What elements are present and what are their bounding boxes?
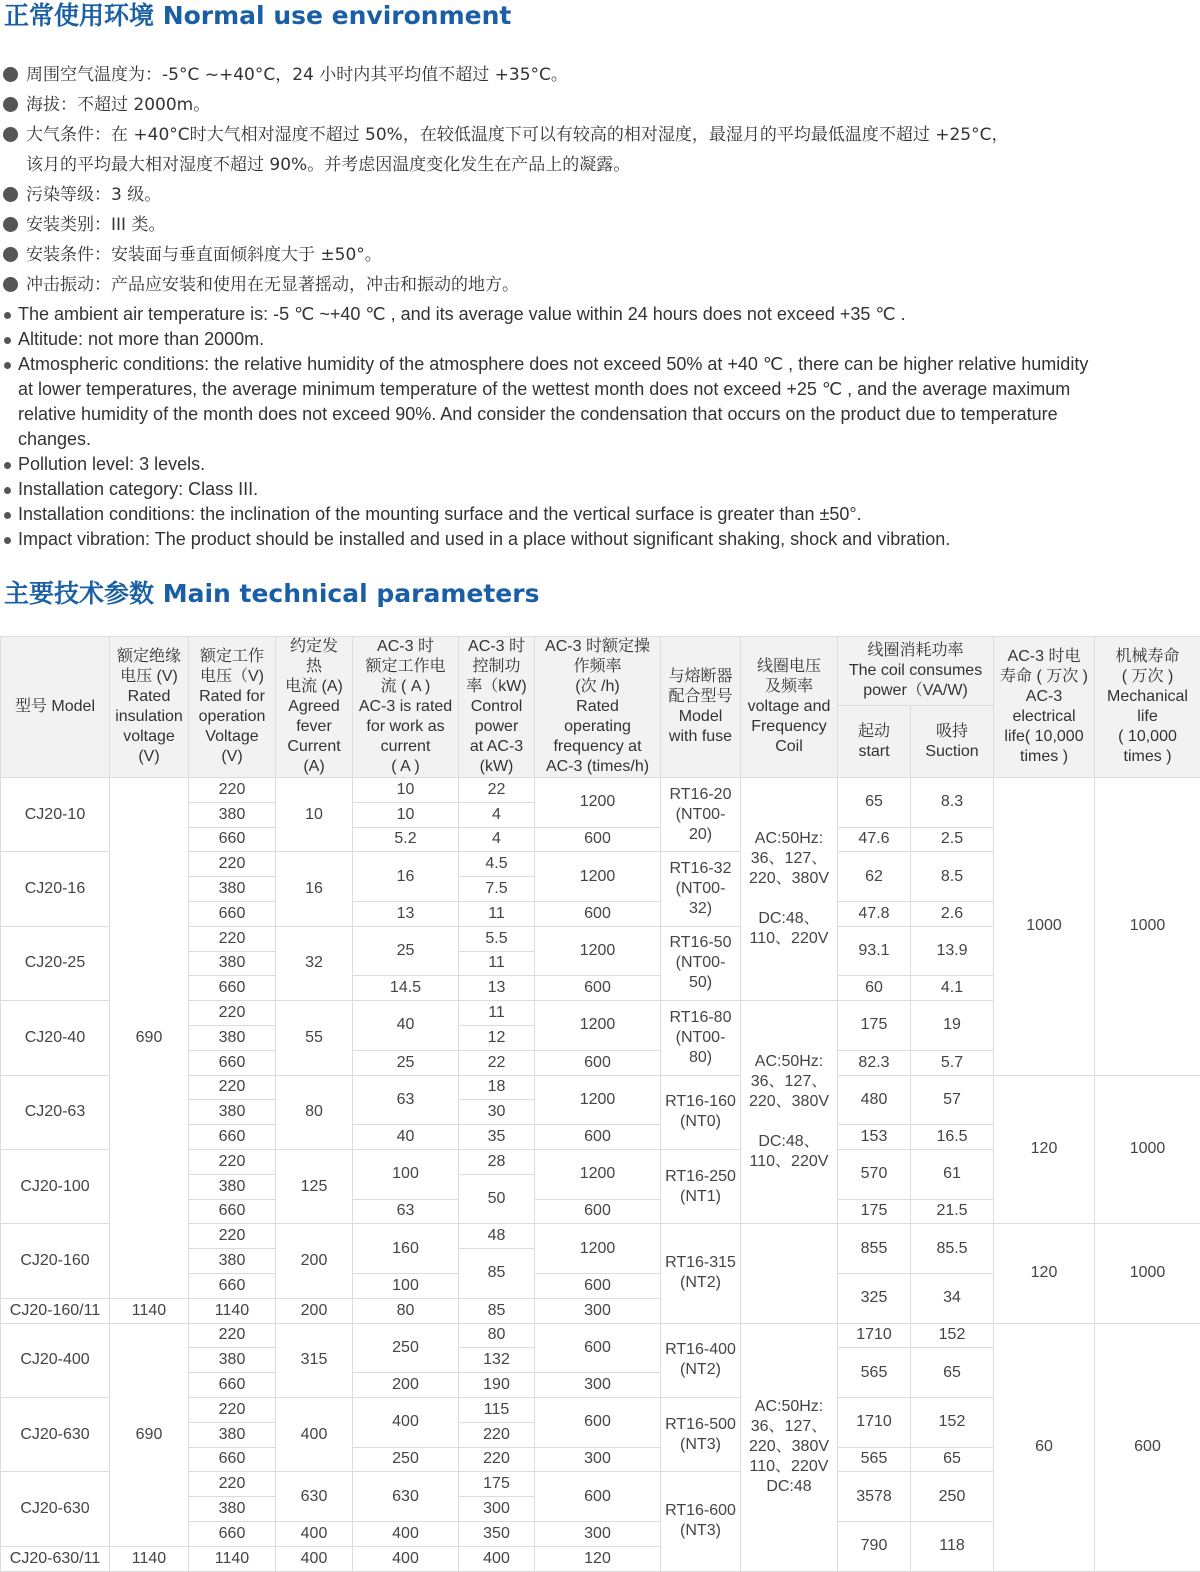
cell-heating: 315	[276, 1323, 353, 1397]
cell-suction: 2.5	[911, 827, 994, 852]
cell-ac3-power: 28	[459, 1149, 535, 1174]
cell-fuse: RT16-50 (NT00- 50)	[661, 926, 741, 1000]
cell-suction: 21.5	[911, 1199, 994, 1224]
cell-ac3-power: 85	[459, 1298, 535, 1323]
cell-coil-voltage-empty	[741, 1224, 838, 1323]
list-item: Altitude: not more than 2000m.	[0, 327, 1198, 352]
cell-insulation: 1140	[110, 1298, 189, 1323]
bullet-icon	[3, 247, 18, 262]
environment-list-english	[0, 302, 1198, 552]
cell-operation: 660	[189, 1521, 276, 1546]
bullet-icon	[4, 337, 11, 344]
list-item: Atmospheric conditions: the relative humidity of the atmosphere does not exceed 50% at +40 ℃ , there can be higher relative humidity at lower temperatures, the average minimum temperature of the wettest month does not exceed +25 ℃ , and the average maximum relative humidity of the month does not exceed 90%. And consider the condensation that occurs on the product due to temperature changes.	[0, 352, 1198, 452]
cell-ac3-power: 12	[459, 1025, 535, 1050]
cell-heating: 400	[276, 1521, 353, 1546]
cell-ac3-current: 63	[353, 1199, 459, 1224]
cell-suction: 250	[911, 1472, 994, 1522]
list-item: 污染等级：3 级。	[0, 180, 1196, 210]
cell-start: 153	[838, 1125, 911, 1150]
cell-ac3-frequency: 1200	[535, 1149, 661, 1199]
list-item: The ambient air temperature is: -5 ℃ ~+40 ℃ , and its average value within 24 hours does not exceed +35 ℃ .	[0, 302, 1198, 327]
cell-heating: 125	[276, 1149, 353, 1223]
cell-ac3-power: 11	[459, 1001, 535, 1026]
cell-ac3-frequency: 1200	[535, 1224, 661, 1274]
cell-ac3-current: 100	[353, 1149, 459, 1199]
cell-ac3-frequency: 600	[535, 901, 661, 926]
cell-operation: 380	[189, 802, 276, 827]
cell-ac3-power: 22	[459, 778, 535, 803]
cell-ac3-power: 400	[459, 1546, 535, 1571]
cell-start: 175	[838, 1001, 911, 1051]
cell-start: 60	[838, 976, 911, 1001]
cell-model: CJ20-100	[1, 1149, 110, 1223]
cell-suction: 8.3	[911, 778, 994, 828]
cell-electrical-life: 120	[994, 1075, 1095, 1224]
bullet-icon	[4, 362, 11, 369]
cell-ac3-frequency: 300	[535, 1373, 661, 1398]
cell-operation: 220	[189, 1224, 276, 1249]
cell-fuse: RT16-80 (NT00- 80)	[661, 1001, 741, 1075]
cell-heating: 55	[276, 1001, 353, 1075]
cell-ac3-power: 48	[459, 1224, 535, 1249]
cell-start: 65	[838, 778, 911, 828]
cell-heating: 200	[276, 1224, 353, 1298]
cell-ac3-frequency: 1200	[535, 778, 661, 828]
cell-suction: 65	[911, 1348, 994, 1398]
cell-operation: 380	[189, 1422, 276, 1447]
cell-ac3-power: 4	[459, 827, 535, 852]
cell-start: 570	[838, 1149, 911, 1199]
cell-mechanical-life: 1000	[1095, 1224, 1200, 1323]
cell-ac3-frequency: 600	[535, 976, 661, 1001]
cell-ac3-current: 250	[353, 1323, 459, 1373]
cell-operation: 220	[189, 1075, 276, 1100]
cell-ac3-power: 350	[459, 1521, 535, 1546]
cell-ac3-power: 11	[459, 951, 535, 976]
cell-start: 82.3	[838, 1050, 911, 1075]
header-operation-voltage: 额定工作 电压（V) Rated for operation Voltage (V)	[189, 637, 276, 778]
cell-ac3-frequency: 1200	[535, 1075, 661, 1125]
cell-ac3-power: 13	[459, 976, 535, 1001]
bullet-icon	[4, 512, 11, 519]
cell-suction: 85.5	[911, 1224, 994, 1274]
cell-ac3-frequency: 1200	[535, 926, 661, 976]
cell-ac3-frequency: 600	[535, 1125, 661, 1150]
cell-ac3-power: 85	[459, 1249, 535, 1299]
cell-ac3-power: 220	[459, 1447, 535, 1472]
cell-mechanical-life: 1000	[1095, 778, 1200, 1076]
cell-insulation: 1140	[110, 1546, 189, 1571]
cell-operation: 660	[189, 1447, 276, 1472]
cell-ac3-current: 100	[353, 1273, 459, 1298]
cell-model: CJ20-630	[1, 1397, 110, 1471]
cell-operation: 380	[189, 1497, 276, 1522]
cell-operation: 380	[189, 1025, 276, 1050]
cell-model: CJ20-160	[1, 1224, 110, 1298]
cell-ac3-frequency: 600	[535, 1397, 661, 1447]
cell-start: 1710	[838, 1397, 911, 1447]
cell-fuse: RT16-160 (NT0)	[661, 1075, 741, 1149]
cell-heating: 400	[276, 1397, 353, 1471]
cell-heating: 400	[276, 1546, 353, 1571]
bullet-icon	[4, 312, 11, 319]
cell-fuse: RT16-250 (NT1)	[661, 1149, 741, 1223]
cell-fuse: RT16-600 (NT3)	[661, 1472, 741, 1571]
bullet-icon	[3, 67, 18, 82]
header-suction: 吸持 Suction	[911, 706, 994, 778]
cell-heating: 200	[276, 1298, 353, 1323]
cell-ac3-current: 13	[353, 901, 459, 926]
cell-ac3-current: 40	[353, 1125, 459, 1150]
cell-operation: 220	[189, 926, 276, 951]
header-model: 型号 Model	[1, 637, 110, 778]
cell-start: 62	[838, 852, 911, 902]
cell-ac3-power: 4.5	[459, 852, 535, 877]
bullet-icon	[3, 187, 18, 202]
cell-ac3-current: 630	[353, 1472, 459, 1522]
cell-coil-voltage: AC:50Hz: 36、127、 220、380V DC:48、 110、220V	[741, 778, 838, 1001]
cell-ac3-current: 40	[353, 1001, 459, 1051]
cell-operation: 660	[189, 1273, 276, 1298]
cell-ac3-current: 16	[353, 852, 459, 902]
cell-heating: 16	[276, 852, 353, 926]
cell-insulation: 690	[110, 778, 189, 1299]
cell-ac3-frequency: 600	[535, 827, 661, 852]
cell-operation: 660	[189, 1050, 276, 1075]
cell-operation: 380	[189, 1249, 276, 1274]
cell-start: 325	[838, 1273, 911, 1323]
environment-list-chinese	[0, 60, 1196, 300]
cell-ac3-frequency: 600	[535, 1199, 661, 1224]
cell-heating: 630	[276, 1472, 353, 1522]
cell-mechanical-life: 600	[1095, 1323, 1200, 1571]
cell-ac3-current: 14.5	[353, 976, 459, 1001]
cell-ac3-power: 4	[459, 802, 535, 827]
cell-ac3-power: 11	[459, 901, 535, 926]
cell-start: 93.1	[838, 926, 911, 976]
cell-ac3-current: 80	[353, 1298, 459, 1323]
cell-operation: 660	[189, 976, 276, 1001]
list-item: 周围空气温度为：-5°C ~+40°C，24 小时内其平均值不超过 +35°C。	[0, 60, 1196, 90]
table-row	[1, 1323, 1200, 1348]
list-item: Installation conditions: the inclination of the mounting surface and the vertical surface is greater than ±50°.	[0, 502, 1198, 527]
bullet-icon	[3, 217, 18, 232]
cell-ac3-power: 80	[459, 1323, 535, 1348]
cell-model: CJ20-16	[1, 852, 110, 926]
cell-start: 175	[838, 1199, 911, 1224]
cell-suction: 19	[911, 1001, 994, 1051]
cell-start: 3578	[838, 1472, 911, 1522]
cell-operation: 220	[189, 1397, 276, 1422]
cell-model: CJ20-160/11	[1, 1298, 110, 1323]
cell-ac3-frequency: 600	[535, 1050, 661, 1075]
header-heating-current: 约定发 热 电流 (A) Agreed fever Current (A)	[276, 637, 353, 778]
cell-ac3-power: 18	[459, 1075, 535, 1100]
cell-fuse: RT16-500 (NT3)	[661, 1397, 741, 1471]
cell-ac3-frequency: 300	[535, 1298, 661, 1323]
cell-ac3-frequency: 600	[535, 1472, 661, 1522]
cell-ac3-power: 175	[459, 1472, 535, 1497]
cell-model: CJ20-25	[1, 926, 110, 1000]
cell-operation: 380	[189, 1100, 276, 1125]
list-item: 安装条件：安装面与垂直面倾斜度大于 ±50°。	[0, 240, 1196, 270]
section-title-parameters: 主要技术参数 Main technical parameters	[4, 578, 539, 610]
cell-fuse: RT16-32 (NT00- 32)	[661, 852, 741, 926]
cell-heating: 10	[276, 778, 353, 852]
cell-suction: 65	[911, 1447, 994, 1472]
cell-start: 1710	[838, 1323, 911, 1348]
cell-fuse: RT16-315 (NT2)	[661, 1224, 741, 1323]
cell-suction: 34	[911, 1273, 994, 1323]
cell-insulation: 690	[110, 1323, 189, 1546]
list-item: 大气条件：在 +40°C时大气相对湿度不超过 50%，在较低温度下可以有较高的相对湿度，最湿月的平均最低温度不超过 +25°C， 该月的平均最大相对湿度不超过 90%。并考虑因温度变化发生在产品上的凝露。	[0, 120, 1196, 180]
cell-ac3-current: 250	[353, 1447, 459, 1472]
cell-ac3-frequency: 1200	[535, 1001, 661, 1051]
header-start: 起动 start	[838, 706, 911, 778]
cell-ac3-current: 200	[353, 1373, 459, 1398]
cell-ac3-current: 10	[353, 778, 459, 803]
cell-start: 480	[838, 1075, 911, 1125]
cell-start: 565	[838, 1447, 911, 1472]
cell-start: 47.8	[838, 901, 911, 926]
cell-model: CJ20-40	[1, 1001, 110, 1075]
bullet-icon	[3, 277, 18, 292]
cell-ac3-current: 160	[353, 1224, 459, 1274]
cell-operation: 660	[189, 1199, 276, 1224]
cell-start: 855	[838, 1224, 911, 1274]
cell-operation: 220	[189, 1149, 276, 1174]
cell-ac3-power: 300	[459, 1497, 535, 1522]
cell-electrical-life: 1000	[994, 778, 1095, 1076]
cell-operation: 380	[189, 951, 276, 976]
cell-operation: 220	[189, 1001, 276, 1026]
cell-coil-voltage: AC:50Hz: 36、127、 220、380V 110、220V DC:48	[741, 1323, 838, 1571]
header-coil-power: 线圈消耗功率 The coil consumes power（VA/W)	[838, 637, 994, 706]
header-fuse-model: 与熔断器 配合型号 Model with fuse	[661, 637, 741, 778]
cell-ac3-current: 400	[353, 1397, 459, 1447]
cell-ac3-frequency: 600	[535, 1323, 661, 1373]
cell-operation: 660	[189, 901, 276, 926]
cell-operation: 380	[189, 1174, 276, 1199]
cell-operation: 660	[189, 1125, 276, 1150]
cell-model: CJ20-63	[1, 1075, 110, 1149]
bullet-icon	[3, 127, 18, 142]
cell-operation: 380	[189, 1348, 276, 1373]
cell-model: CJ20-10	[1, 778, 110, 852]
cell-ac3-power: 30	[459, 1100, 535, 1125]
header-ac3-power: AC-3 时 控制功 率（kW) Control power at AC-3 (kW)	[459, 637, 535, 778]
list-item: 海拔：不超过 2000m。	[0, 90, 1196, 120]
cell-ac3-power: 115	[459, 1397, 535, 1422]
cell-ac3-current: 25	[353, 926, 459, 976]
cell-suction: 13.9	[911, 926, 994, 976]
bullet-icon	[4, 462, 11, 469]
bullet-icon	[4, 487, 11, 494]
cell-ac3-current: 5.2	[353, 827, 459, 852]
cell-suction: 152	[911, 1397, 994, 1447]
list-item: 冲击振动：产品应安装和使用在无显著摇动，冲击和振动的地方。	[0, 270, 1196, 300]
header-mechanical-life: 机械寿命 ( 万次 ) Mechanical life ( 10,000 times )	[1095, 637, 1200, 778]
cell-ac3-frequency: 300	[535, 1521, 661, 1546]
cell-suction: 152	[911, 1323, 994, 1348]
section-title-environment: 正常使用环境 Normal use environment	[4, 0, 511, 32]
cell-fuse: RT16-20 (NT00- 20)	[661, 778, 741, 852]
bullet-icon	[3, 97, 18, 112]
cell-suction: 8.5	[911, 852, 994, 902]
cell-ac3-power: 132	[459, 1348, 535, 1373]
cell-ac3-current: 10	[353, 802, 459, 827]
cell-ac3-current: 63	[353, 1075, 459, 1125]
cell-start: 790	[838, 1521, 911, 1571]
header-electrical-life: AC-3 时电 寿命 ( 万次 ) AC-3 electrical life( 10,000 times )	[994, 637, 1095, 778]
cell-ac3-power: 22	[459, 1050, 535, 1075]
cell-heating: 32	[276, 926, 353, 1000]
cell-suction: 2.6	[911, 901, 994, 926]
cell-model: CJ20-400	[1, 1323, 110, 1397]
cell-ac3-power: 35	[459, 1125, 535, 1150]
technical-parameters-table	[0, 636, 1200, 1572]
cell-operation: 660	[189, 827, 276, 852]
cell-operation: 1140	[189, 1298, 276, 1323]
cell-ac3-frequency: 300	[535, 1447, 661, 1472]
cell-operation: 1140	[189, 1546, 276, 1571]
cell-model: CJ20-630	[1, 1472, 110, 1546]
cell-heating: 80	[276, 1075, 353, 1149]
cell-suction: 5.7	[911, 1050, 994, 1075]
cell-ac3-power: 50	[459, 1174, 535, 1224]
cell-ac3-power: 7.5	[459, 877, 535, 902]
cell-ac3-power: 5.5	[459, 926, 535, 951]
cell-fuse: RT16-400 (NT2)	[661, 1323, 741, 1397]
cell-ac3-frequency: 1200	[535, 852, 661, 902]
cell-model: CJ20-630/11	[1, 1546, 110, 1571]
cell-operation: 220	[189, 852, 276, 877]
list-item: Pollution level: 3 levels.	[0, 452, 1198, 477]
cell-operation: 220	[189, 1472, 276, 1497]
cell-electrical-life: 120	[994, 1224, 1095, 1323]
cell-ac3-frequency: 600	[535, 1273, 661, 1298]
cell-electrical-life: 60	[994, 1323, 1095, 1571]
bullet-icon	[4, 537, 11, 544]
list-item: 安装类别：III 类。	[0, 210, 1196, 240]
cell-ac3-frequency: 120	[535, 1546, 661, 1571]
cell-mechanical-life: 1000	[1095, 1075, 1200, 1224]
list-item: Impact vibration: The product should be installed and used in a place without significant shaking, shock and vibration.	[0, 527, 1198, 552]
cell-start: 565	[838, 1348, 911, 1398]
header-ac3-frequency: AC-3 时额定操 作频率 (次 /h) Rated operating frequency at AC-3 (times/h)	[535, 637, 661, 778]
cell-ac3-power: 190	[459, 1373, 535, 1398]
cell-ac3-current: 400	[353, 1546, 459, 1571]
header-coil-voltage: 线圈电压 及频率 voltage and Frequency Coil	[741, 637, 838, 778]
table-row	[1, 778, 1200, 803]
cell-suction: 4.1	[911, 976, 994, 1001]
cell-suction: 16.5	[911, 1125, 994, 1150]
cell-ac3-current: 400	[353, 1521, 459, 1546]
cell-operation: 220	[189, 1323, 276, 1348]
cell-suction: 118	[911, 1521, 994, 1571]
cell-operation: 220	[189, 778, 276, 803]
cell-ac3-current: 25	[353, 1050, 459, 1075]
cell-suction: 61	[911, 1149, 994, 1199]
cell-operation: 380	[189, 877, 276, 902]
cell-start: 47.6	[838, 827, 911, 852]
cell-suction: 57	[911, 1075, 994, 1125]
cell-coil-voltage: AC:50Hz: 36、127、 220、380V DC:48、 110、220V	[741, 1001, 838, 1224]
header-insulation-voltage: 额定绝缘 电压 (V) Rated insulation voltage (V)	[110, 637, 189, 778]
list-item: Installation category: Class III.	[0, 477, 1198, 502]
cell-operation: 660	[189, 1373, 276, 1398]
header-ac3-current: AC-3 时 额定工作电 流 ( A ) AC-3 is rated for work as current ( A )	[353, 637, 459, 778]
cell-ac3-power: 220	[459, 1422, 535, 1447]
